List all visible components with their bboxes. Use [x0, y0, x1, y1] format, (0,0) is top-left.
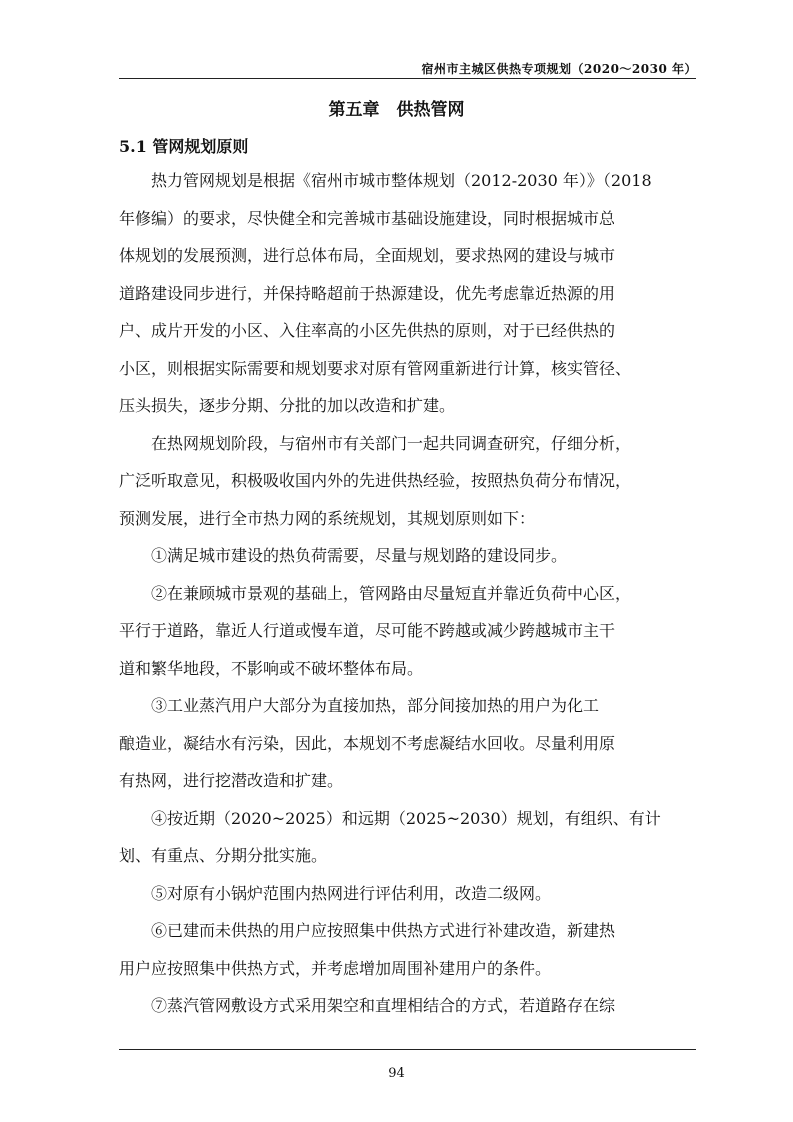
text-line: 年修编）的要求，尽快健全和完善城市基础设施建设，同时根据城市总: [119, 208, 616, 228]
text-line: 体规划的发展预测，进行总体布局，全面规划，要求热网的建设与城市: [119, 246, 616, 265]
principle-item-5: [119, 875, 696, 913]
text-line: 用户应按照集中供热方式，并考虑增加周围补建用户的条件。: [119, 958, 552, 978]
text-line: 在热网规划阶段，与宿州市有关部门一起共同调查研究，仔细分析，: [151, 433, 632, 453]
text-line: 酿造业，凝结水有污染，因此，本规划不考虑凝结水回收。尽量利用原: [119, 733, 616, 753]
footer-rule: [119, 1049, 696, 1050]
text-line: ⑤对原有小锅炉范围内热网进行评估利用，改造二级网。: [151, 883, 552, 903]
paragraph-principles-intro: [119, 425, 696, 538]
text-line: 压头损失，逐步分期、分批的加以改造和扩建。: [119, 396, 456, 415]
section-title: 5.1 管网规划原则: [119, 137, 249, 156]
chapter-title: 第五章 供热管网: [328, 100, 465, 120]
principle-item-4: [119, 800, 696, 875]
text-line: 划、有重点、分期分批实施。: [119, 846, 328, 865]
text-line: ②在兼顾城市景观的基础上，管网路由尽量短直并靠近负荷中心区，: [151, 583, 632, 603]
text-line: 预测发展，进行全市热力网的系统规划，其规划原则如下：: [119, 508, 536, 528]
text-line: 热力管网规划是根据《宿州市城市整体规划（2012-2030 年）》（2018: [151, 171, 652, 190]
text-line: 小区，则根据实际需要和规划要求对原有管网重新进行计算，核实管径、: [119, 358, 632, 378]
text-line: 平行于道路，靠近人行道或慢车道，尽可能不跨越或减少跨越城市主干: [119, 621, 616, 640]
principle-item-3: [119, 687, 696, 800]
text-line: ④按近期（2020~2025）和远期（2025~2030）规划，有组织、有计: [151, 808, 661, 828]
text-line: 道和繁华地段，不影响或不破坏整体布局。: [119, 658, 424, 678]
text-line: ①满足城市建设的热负荷需要，尽量与规划路的建设同步。: [151, 546, 568, 565]
text-line: ⑦蒸汽管网敷设方式采用架空和直埋相结合的方式，若道路存在综: [151, 996, 616, 1015]
running-header: 宿州市主城区供热专项规划（2020～2030 年）: [421, 62, 697, 76]
text-line: ③工业蒸汽用户大部分为直接加热，部分间接加热的用户为化工: [151, 696, 600, 715]
principle-item-1: [119, 537, 696, 575]
paragraph-intro: [119, 162, 696, 425]
text-line: 户、成片开发的小区、入住率高的小区先供热的原则，对于已经供热的: [119, 321, 616, 340]
principle-item-7: [119, 987, 696, 1025]
text-line: ⑥已建而未供热的用户应按照集中供热方式进行补建改造，新建热: [151, 921, 616, 940]
header-rule: [119, 78, 696, 79]
principle-item-2: [119, 575, 696, 688]
text-line: 有热网，进行挖潜改造和扩建。: [119, 771, 344, 790]
principle-item-6: [119, 912, 696, 987]
text-line: 广泛听取意见，积极吸收国内外的先进供热经验，按照热负荷分布情况，: [119, 471, 632, 490]
body-text: [119, 162, 696, 1025]
page-number: 94: [388, 1066, 405, 1081]
text-line: 道路建设同步进行，并保持略超前于热源建设，优先考虑靠近热源的用: [119, 283, 616, 303]
